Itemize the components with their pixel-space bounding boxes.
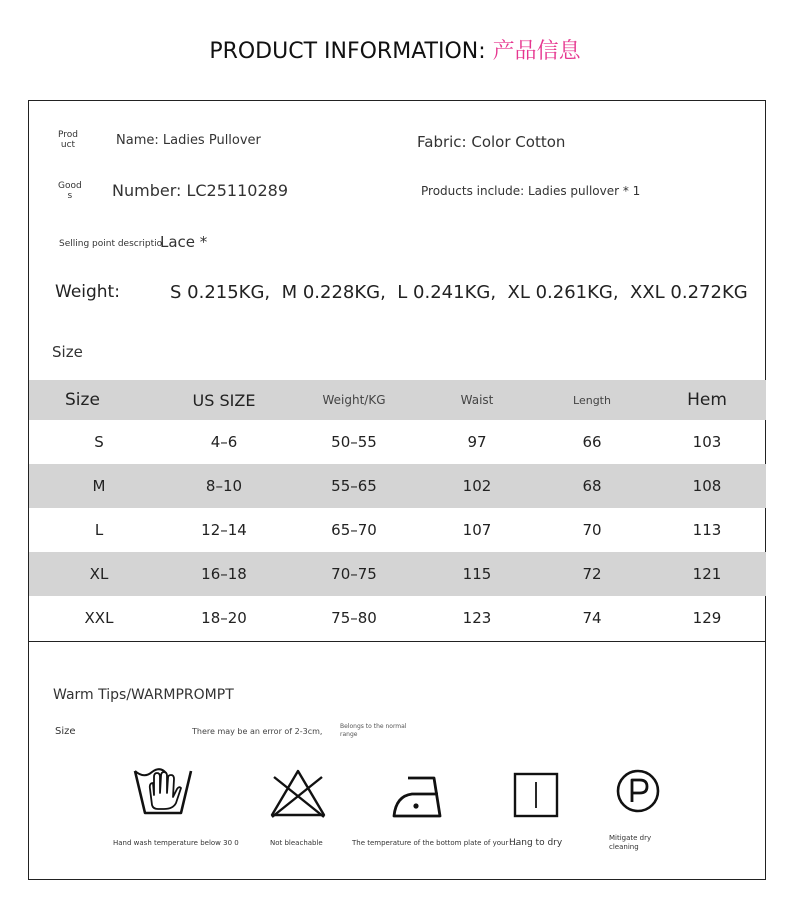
table-row — [29, 508, 766, 552]
header-weight: Weight/KG — [322, 393, 386, 407]
page-title — [0, 34, 790, 65]
header-length: Length — [573, 393, 611, 407]
table-row — [29, 552, 766, 596]
cell-hem: 113 — [692, 521, 722, 539]
cell-hem: 103 — [692, 433, 722, 451]
cell-us-size: 16–18 — [201, 565, 247, 583]
weight-values: S 0.215KG, M 0.228KG, L 0.241KG, XL 0.261KG, XXL 0.272KG — [170, 282, 748, 303]
title-en: PRODUCT INFORMATION: — [209, 39, 486, 64]
product-name: Name: Ladies Pullover — [116, 133, 261, 148]
size-table — [29, 380, 766, 640]
cell-us-size: 12–14 — [201, 521, 247, 539]
header-us-size: US SIZE — [192, 390, 256, 410]
warm-tips-title: Warm Tips/WARMPROMPT — [53, 687, 234, 703]
cell-hem: 121 — [692, 565, 722, 583]
size-section-label: Size — [52, 343, 83, 361]
table-row — [29, 596, 766, 640]
selling-point-value: Lace * — [160, 233, 208, 251]
cell-us-size: 4–6 — [210, 433, 238, 451]
hang-dry-icon — [513, 772, 559, 818]
cell-size: L — [94, 521, 104, 539]
hand-wash-caption: Hand wash temperature below 30 0 — [113, 839, 239, 847]
cell-length: 68 — [582, 477, 602, 495]
cell-us-size: 8–10 — [205, 477, 243, 495]
cell-weight: 65–70 — [331, 521, 377, 539]
do-not-bleach-caption: Not bleachable — [270, 839, 323, 847]
tips-size-label: Size — [55, 726, 76, 737]
cell-waist: 97 — [467, 433, 487, 451]
cell-length: 66 — [582, 433, 602, 451]
section-divider — [28, 641, 766, 642]
goods-tag: Good s — [58, 181, 82, 201]
cell-length: 74 — [582, 609, 602, 627]
cell-size: XXL — [84, 609, 114, 627]
cell-waist: 123 — [462, 609, 492, 627]
table-row — [29, 464, 766, 508]
product-fabric: Fabric: Color Cotton — [417, 133, 566, 151]
do-not-bleach-icon — [268, 767, 328, 819]
weight-label: Weight: — [55, 282, 120, 302]
product-tag: Prod uct — [58, 130, 78, 150]
cell-waist: 102 — [462, 477, 492, 495]
cell-hem: 108 — [692, 477, 722, 495]
cell-hem: 129 — [692, 609, 722, 627]
iron-caption: The temperature of the bottom plate of your ... — [352, 839, 518, 847]
cell-size: S — [94, 433, 104, 451]
title-cn: 产品信息 — [492, 39, 581, 64]
dry-clean-caption: Mitigate dry cleaning — [609, 834, 652, 851]
goods-number: Number: LC25110289 — [112, 181, 288, 200]
iron-icon — [390, 772, 446, 820]
header-hem: Hem — [687, 390, 727, 410]
products-include: Products include: Ladies pullover * 1 — [421, 184, 641, 198]
cell-waist: 107 — [462, 521, 492, 539]
cell-weight: 50–55 — [331, 433, 377, 451]
cell-length: 70 — [582, 521, 602, 539]
cell-waist: 115 — [462, 565, 492, 583]
table-header — [29, 380, 766, 420]
cell-size: XL — [89, 565, 109, 583]
dry-clean-p-icon — [615, 768, 661, 814]
cell-us-size: 18–20 — [201, 609, 247, 627]
cell-weight: 75–80 — [331, 609, 377, 627]
cell-weight: 55–65 — [331, 477, 377, 495]
hang-dry-caption: Hang to dry — [509, 838, 563, 848]
cell-size: M — [92, 477, 106, 495]
header-size: Size — [65, 390, 100, 410]
header-waist: Waist — [460, 393, 494, 407]
tips-normal-note: Belongs to the normal range — [340, 723, 407, 738]
table-row — [29, 420, 766, 464]
cell-weight: 70–75 — [331, 565, 377, 583]
cell-length: 72 — [582, 565, 602, 583]
tips-error-note: There may be an error of 2-3cm, — [192, 727, 323, 736]
hand-wash-icon — [132, 767, 194, 819]
selling-point-tag: Selling point descriptio — [59, 239, 163, 249]
